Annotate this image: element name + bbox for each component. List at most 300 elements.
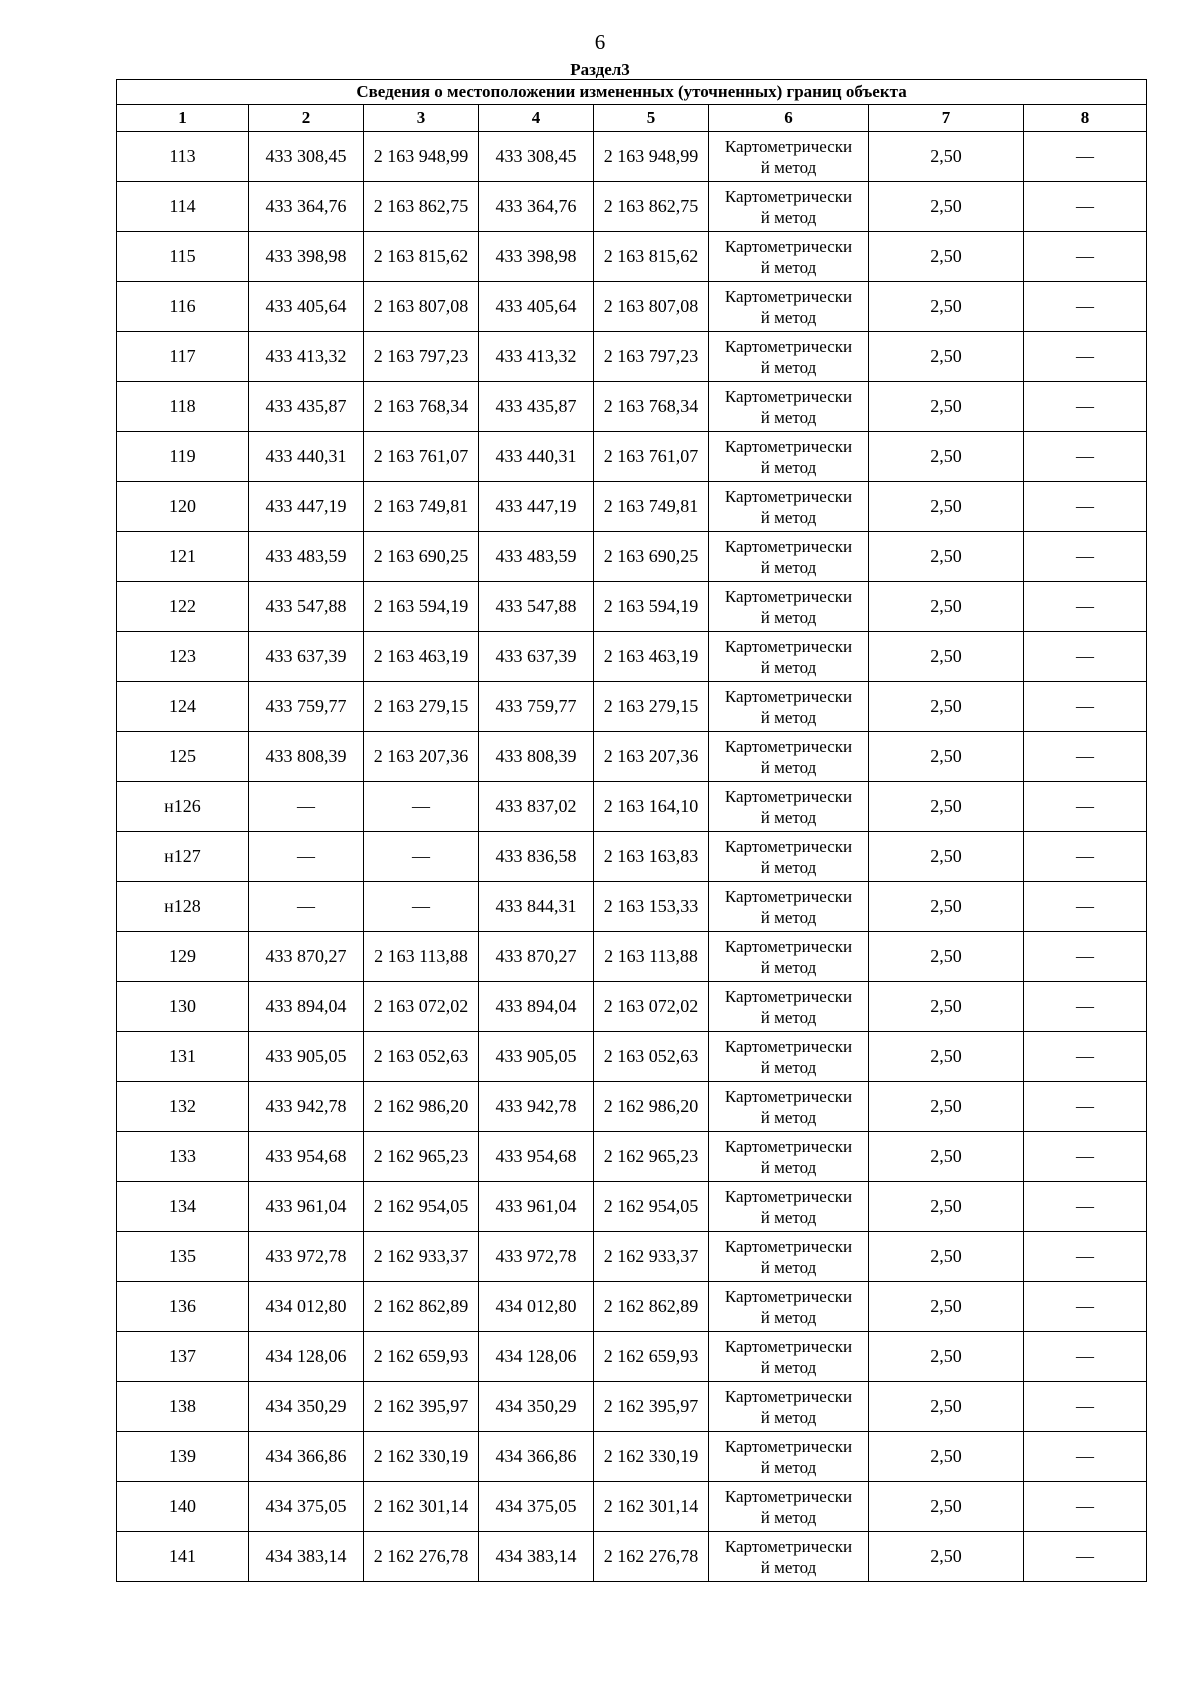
point-id-cell: н127 (117, 832, 249, 882)
accuracy-cell: 2,50 (869, 882, 1024, 932)
point-id-cell: 123 (117, 632, 249, 682)
y-new-cell: 2 162 330,19 (594, 1432, 709, 1482)
method-cell (709, 932, 869, 982)
y-old-cell: 2 162 276,78 (364, 1532, 479, 1582)
accuracy-cell: 2,50 (869, 132, 1024, 182)
method-cell (709, 1182, 869, 1232)
column-header-3: 3 (364, 105, 479, 132)
point-id-cell: 132 (117, 1082, 249, 1132)
table-caption: Сведения о местоположении измененных (уточненных) границ объекта (117, 80, 1147, 105)
method-text-line: Картометрически (724, 286, 853, 306)
x-old-cell: 433 405,64 (249, 282, 364, 332)
method-text-line: й метод (760, 907, 817, 927)
y-new-cell: 2 162 954,05 (594, 1182, 709, 1232)
description-cell: — (1024, 1032, 1147, 1082)
x-old-cell: 434 350,29 (249, 1382, 364, 1432)
description-cell: — (1024, 182, 1147, 232)
y-new-cell: 2 163 761,07 (594, 432, 709, 482)
x-old-cell: 433 954,68 (249, 1132, 364, 1182)
accuracy-cell: 2,50 (869, 1132, 1024, 1182)
description-cell: — (1024, 1132, 1147, 1182)
method-text-line: Картометрически (724, 536, 853, 556)
accuracy-cell: 2,50 (869, 1332, 1024, 1382)
method-text-line: Картометрически (724, 1536, 853, 1556)
point-id-cell: 134 (117, 1182, 249, 1232)
x-new-cell: 433 837,02 (479, 782, 594, 832)
method-text-line: Картометрически (724, 486, 853, 506)
method-text-line: й метод (760, 157, 817, 177)
x-new-cell: 433 637,39 (479, 632, 594, 682)
method-text-line: й метод (760, 407, 817, 427)
method-text-line: й метод (760, 507, 817, 527)
y-new-cell: 2 163 807,08 (594, 282, 709, 332)
description-cell: — (1024, 1482, 1147, 1532)
y-old-cell: 2 163 797,23 (364, 332, 479, 382)
description-cell: — (1024, 432, 1147, 482)
y-new-cell: 2 163 153,33 (594, 882, 709, 932)
description-cell: — (1024, 882, 1147, 932)
method-text-line: й метод (760, 1457, 817, 1477)
point-id-cell: 115 (117, 232, 249, 282)
method-cell (709, 1232, 869, 1282)
x-old-cell: 433 364,76 (249, 182, 364, 232)
method-text-line: й метод (760, 757, 817, 777)
point-id-cell: 133 (117, 1132, 249, 1182)
method-text-line: й метод (760, 1207, 817, 1227)
point-id-cell: 141 (117, 1532, 249, 1582)
accuracy-cell: 2,50 (869, 182, 1024, 232)
method-text-line: й метод (760, 657, 817, 677)
table-row (117, 832, 1147, 882)
point-id-cell: 139 (117, 1432, 249, 1482)
method-cell (709, 1532, 869, 1582)
x-new-cell: 433 905,05 (479, 1032, 594, 1082)
method-cell (709, 482, 869, 532)
accuracy-cell: 2,50 (869, 1082, 1024, 1132)
x-old-cell: 434 383,14 (249, 1532, 364, 1582)
boundary-coordinates-table (116, 79, 1147, 1582)
description-cell: — (1024, 982, 1147, 1032)
x-new-cell: 434 012,80 (479, 1282, 594, 1332)
method-text-line: й метод (760, 957, 817, 977)
x-old-cell: — (249, 882, 364, 932)
y-new-cell: 2 162 933,37 (594, 1232, 709, 1282)
accuracy-cell: 2,50 (869, 932, 1024, 982)
method-cell (709, 1132, 869, 1182)
table-row (117, 532, 1147, 582)
method-text-line: й метод (760, 1057, 817, 1077)
point-id-cell: 124 (117, 682, 249, 732)
point-id-cell: н126 (117, 782, 249, 832)
x-new-cell: 434 366,86 (479, 1432, 594, 1482)
x-new-cell: 433 413,32 (479, 332, 594, 382)
point-id-cell: 138 (117, 1382, 249, 1432)
y-old-cell: 2 163 862,75 (364, 182, 479, 232)
y-new-cell: 2 162 276,78 (594, 1532, 709, 1582)
description-cell: — (1024, 732, 1147, 782)
x-old-cell: 433 547,88 (249, 582, 364, 632)
method-text-line: Картометрически (724, 136, 853, 156)
y-old-cell: 2 162 965,23 (364, 1132, 479, 1182)
method-cell (709, 132, 869, 182)
table-row (117, 1232, 1147, 1282)
table-row (117, 732, 1147, 782)
point-id-cell: 116 (117, 282, 249, 332)
table-row (117, 1432, 1147, 1482)
table-row (117, 232, 1147, 282)
method-cell (709, 1382, 869, 1432)
y-old-cell: — (364, 882, 479, 932)
description-cell: — (1024, 932, 1147, 982)
y-old-cell: 2 163 052,63 (364, 1032, 479, 1082)
accuracy-cell: 2,50 (869, 582, 1024, 632)
x-old-cell: 433 447,19 (249, 482, 364, 532)
description-cell: — (1024, 1382, 1147, 1432)
x-old-cell: 433 413,32 (249, 332, 364, 382)
column-header-1: 1 (117, 105, 249, 132)
y-new-cell: 2 163 113,88 (594, 932, 709, 982)
column-header-7: 7 (869, 105, 1024, 132)
method-text-line: й метод (760, 1107, 817, 1127)
table-row (117, 182, 1147, 232)
y-old-cell: 2 162 659,93 (364, 1332, 479, 1382)
table-row (117, 1082, 1147, 1132)
method-text-line: й метод (760, 307, 817, 327)
accuracy-cell: 2,50 (869, 632, 1024, 682)
x-old-cell: 433 942,78 (249, 1082, 364, 1132)
point-id-cell: 136 (117, 1282, 249, 1332)
y-new-cell: 2 163 594,19 (594, 582, 709, 632)
table-row (117, 882, 1147, 932)
table-row (117, 582, 1147, 632)
table-row (117, 1532, 1147, 1582)
accuracy-cell: 2,50 (869, 832, 1024, 882)
method-text-line: й метод (760, 207, 817, 227)
method-cell (709, 582, 869, 632)
x-new-cell: 433 483,59 (479, 532, 594, 582)
accuracy-cell: 2,50 (869, 432, 1024, 482)
point-id-cell: 113 (117, 132, 249, 182)
accuracy-cell: 2,50 (869, 1482, 1024, 1532)
y-old-cell: 2 163 768,34 (364, 382, 479, 432)
method-text-line: й метод (760, 1157, 817, 1177)
y-old-cell: 2 162 954,05 (364, 1182, 479, 1232)
accuracy-cell: 2,50 (869, 332, 1024, 382)
method-cell (709, 382, 869, 432)
description-cell: — (1024, 1282, 1147, 1332)
table-row (117, 432, 1147, 482)
y-old-cell: 2 162 933,37 (364, 1232, 479, 1282)
x-new-cell: 433 547,88 (479, 582, 594, 632)
x-new-cell: 434 128,06 (479, 1332, 594, 1382)
method-cell (709, 532, 869, 582)
y-new-cell: 2 163 862,75 (594, 182, 709, 232)
y-old-cell: 2 163 113,88 (364, 932, 479, 982)
description-cell: — (1024, 1532, 1147, 1582)
y-new-cell: 2 163 164,10 (594, 782, 709, 832)
method-text-line: Картометрически (724, 936, 853, 956)
method-text-line: й метод (760, 857, 817, 877)
column-header-6: 6 (709, 105, 869, 132)
accuracy-cell: 2,50 (869, 1232, 1024, 1282)
method-text-line: й метод (760, 1307, 817, 1327)
point-id-cell: н128 (117, 882, 249, 932)
method-text-line: Картометрически (724, 1436, 853, 1456)
method-cell (709, 282, 869, 332)
x-old-cell: 434 128,06 (249, 1332, 364, 1382)
method-text-line: Картометрически (724, 986, 853, 1006)
method-cell (709, 882, 869, 932)
point-id-cell: 125 (117, 732, 249, 782)
method-text-line: Картометрически (724, 1286, 853, 1306)
x-old-cell: 433 870,27 (249, 932, 364, 982)
method-text-line: Картометрически (724, 236, 853, 256)
method-text-line: й метод (760, 1357, 817, 1377)
accuracy-cell: 2,50 (869, 1282, 1024, 1332)
method-text-line: Картометрически (724, 436, 853, 456)
y-old-cell: 2 163 948,99 (364, 132, 479, 182)
point-id-cell: 121 (117, 532, 249, 582)
y-old-cell: 2 163 072,02 (364, 982, 479, 1032)
y-old-cell: 2 163 690,25 (364, 532, 479, 582)
x-new-cell: 433 447,19 (479, 482, 594, 532)
method-text-line: Картометрически (724, 686, 853, 706)
table-row (117, 332, 1147, 382)
x-old-cell: 433 440,31 (249, 432, 364, 482)
y-old-cell: 2 162 395,97 (364, 1382, 479, 1432)
x-old-cell: 433 894,04 (249, 982, 364, 1032)
point-id-cell: 137 (117, 1332, 249, 1382)
point-id-cell: 119 (117, 432, 249, 482)
method-text-line: й метод (760, 1257, 817, 1277)
table-row (117, 1382, 1147, 1432)
table-row (117, 1282, 1147, 1332)
accuracy-cell: 2,50 (869, 532, 1024, 582)
method-text-line: Картометрически (724, 886, 853, 906)
method-cell (709, 732, 869, 782)
section-title: Раздел3 (570, 60, 630, 79)
x-new-cell: 433 954,68 (479, 1132, 594, 1182)
point-id-cell: 122 (117, 582, 249, 632)
x-old-cell: — (249, 832, 364, 882)
description-cell: — (1024, 1182, 1147, 1232)
accuracy-cell: 2,50 (869, 382, 1024, 432)
accuracy-cell: 2,50 (869, 732, 1024, 782)
method-text-line: Картометрически (724, 1036, 853, 1056)
description-cell: — (1024, 132, 1147, 182)
x-new-cell: 433 308,45 (479, 132, 594, 182)
method-text-line: Картометрически (724, 336, 853, 356)
y-new-cell: 2 163 163,83 (594, 832, 709, 882)
x-old-cell: 433 905,05 (249, 1032, 364, 1082)
x-old-cell: — (249, 782, 364, 832)
table-row (117, 282, 1147, 332)
description-cell: — (1024, 632, 1147, 682)
method-text-line: Картометрически (724, 1236, 853, 1256)
method-text-line: й метод (760, 807, 817, 827)
x-new-cell: 433 759,77 (479, 682, 594, 732)
description-cell: — (1024, 782, 1147, 832)
method-cell (709, 1332, 869, 1382)
point-id-cell: 117 (117, 332, 249, 382)
method-text-line: й метод (760, 357, 817, 377)
y-old-cell: 2 163 207,36 (364, 732, 479, 782)
accuracy-cell: 2,50 (869, 482, 1024, 532)
y-new-cell: 2 163 768,34 (594, 382, 709, 432)
y-new-cell: 2 162 986,20 (594, 1082, 709, 1132)
accuracy-cell: 2,50 (869, 682, 1024, 732)
x-old-cell: 433 435,87 (249, 382, 364, 432)
description-cell: — (1024, 282, 1147, 332)
accuracy-cell: 2,50 (869, 282, 1024, 332)
method-text-line: Картометрически (724, 1486, 853, 1506)
description-cell: — (1024, 232, 1147, 282)
description-cell: — (1024, 832, 1147, 882)
accuracy-cell: 2,50 (869, 1532, 1024, 1582)
accuracy-cell: 2,50 (869, 232, 1024, 282)
method-text-line: Картометрически (724, 1186, 853, 1206)
x-new-cell: 434 350,29 (479, 1382, 594, 1432)
point-id-cell: 140 (117, 1482, 249, 1532)
x-new-cell: 433 364,76 (479, 182, 594, 232)
point-id-cell: 118 (117, 382, 249, 432)
table-row (117, 682, 1147, 732)
y-old-cell: 2 163 761,07 (364, 432, 479, 482)
page-number: 6 (594, 30, 606, 54)
method-text-line: Картометрически (724, 386, 853, 406)
y-new-cell: 2 163 948,99 (594, 132, 709, 182)
table-row (117, 1482, 1147, 1532)
table-row (117, 132, 1147, 182)
description-cell: — (1024, 1232, 1147, 1282)
method-text-line: й метод (760, 707, 817, 727)
y-new-cell: 2 163 072,02 (594, 982, 709, 1032)
accuracy-cell: 2,50 (869, 1382, 1024, 1432)
method-text-line: й метод (760, 1507, 817, 1527)
y-new-cell: 2 163 463,19 (594, 632, 709, 682)
method-text-line: Картометрически (724, 786, 853, 806)
x-old-cell: 434 012,80 (249, 1282, 364, 1332)
x-old-cell: 433 759,77 (249, 682, 364, 732)
x-old-cell: 434 366,86 (249, 1432, 364, 1482)
column-header-8: 8 (1024, 105, 1147, 132)
y-new-cell: 2 163 279,15 (594, 682, 709, 732)
table-row (117, 1032, 1147, 1082)
x-old-cell: 433 637,39 (249, 632, 364, 682)
y-new-cell: 2 163 815,62 (594, 232, 709, 282)
method-text-line: Картометрически (724, 736, 853, 756)
accuracy-cell: 2,50 (869, 1432, 1024, 1482)
x-new-cell: 433 894,04 (479, 982, 594, 1032)
y-new-cell: 2 162 395,97 (594, 1382, 709, 1432)
y-old-cell: 2 163 279,15 (364, 682, 479, 732)
method-text-line: й метод (760, 607, 817, 627)
y-new-cell: 2 162 862,89 (594, 1282, 709, 1332)
description-cell: — (1024, 682, 1147, 732)
table-caption-row (117, 80, 1147, 105)
y-new-cell: 2 163 797,23 (594, 332, 709, 382)
x-old-cell: 433 398,98 (249, 232, 364, 282)
y-old-cell: 2 162 862,89 (364, 1282, 479, 1332)
x-old-cell: 433 308,45 (249, 132, 364, 182)
y-new-cell: 2 163 749,81 (594, 482, 709, 532)
table-row (117, 982, 1147, 1032)
point-id-cell: 135 (117, 1232, 249, 1282)
description-cell: — (1024, 1332, 1147, 1382)
description-cell: — (1024, 1432, 1147, 1482)
method-text-line: Картометрически (724, 1336, 853, 1356)
y-old-cell: — (364, 832, 479, 882)
method-cell (709, 1482, 869, 1532)
point-id-cell: 130 (117, 982, 249, 1032)
method-cell (709, 332, 869, 382)
y-new-cell: 2 163 052,63 (594, 1032, 709, 1082)
y-old-cell: 2 163 807,08 (364, 282, 479, 332)
y-old-cell: 2 162 330,19 (364, 1432, 479, 1482)
point-id-cell: 129 (117, 932, 249, 982)
point-id-cell: 120 (117, 482, 249, 532)
table-body (117, 132, 1147, 1582)
y-new-cell: 2 162 659,93 (594, 1332, 709, 1382)
method-cell (709, 1032, 869, 1082)
y-new-cell: 2 163 690,25 (594, 532, 709, 582)
x-new-cell: 433 961,04 (479, 1182, 594, 1232)
method-cell (709, 1082, 869, 1132)
x-new-cell: 434 383,14 (479, 1532, 594, 1582)
method-cell (709, 232, 869, 282)
method-text-line: Картометрически (724, 186, 853, 206)
column-header-5: 5 (594, 105, 709, 132)
method-cell (709, 982, 869, 1032)
method-cell (709, 832, 869, 882)
table-row (117, 482, 1147, 532)
method-cell (709, 682, 869, 732)
method-text-line: й метод (760, 1557, 817, 1577)
x-new-cell: 434 375,05 (479, 1482, 594, 1532)
method-text-line: Картометрически (724, 836, 853, 856)
method-cell (709, 1282, 869, 1332)
x-old-cell: 433 808,39 (249, 732, 364, 782)
x-old-cell: 433 483,59 (249, 532, 364, 582)
method-text-line: Картометрически (724, 586, 853, 606)
accuracy-cell: 2,50 (869, 782, 1024, 832)
y-new-cell: 2 162 965,23 (594, 1132, 709, 1182)
method-text-line: й метод (760, 457, 817, 477)
point-id-cell: 131 (117, 1032, 249, 1082)
description-cell: — (1024, 532, 1147, 582)
description-cell: — (1024, 1082, 1147, 1132)
description-cell: — (1024, 582, 1147, 632)
column-header-4: 4 (479, 105, 594, 132)
y-new-cell: 2 163 207,36 (594, 732, 709, 782)
accuracy-cell: 2,50 (869, 982, 1024, 1032)
method-cell (709, 1432, 869, 1482)
method-text-line: й метод (760, 1007, 817, 1027)
x-new-cell: 433 808,39 (479, 732, 594, 782)
x-new-cell: 433 972,78 (479, 1232, 594, 1282)
x-old-cell: 434 375,05 (249, 1482, 364, 1532)
method-text-line: й метод (760, 257, 817, 277)
table-row (117, 382, 1147, 432)
description-cell: — (1024, 382, 1147, 432)
point-id-cell: 114 (117, 182, 249, 232)
y-old-cell: 2 163 749,81 (364, 482, 479, 532)
x-new-cell: 433 440,31 (479, 432, 594, 482)
method-text-line: й метод (760, 1407, 817, 1427)
description-cell: — (1024, 482, 1147, 532)
x-new-cell: 433 398,98 (479, 232, 594, 282)
method-text-line: Картометрически (724, 1086, 853, 1106)
